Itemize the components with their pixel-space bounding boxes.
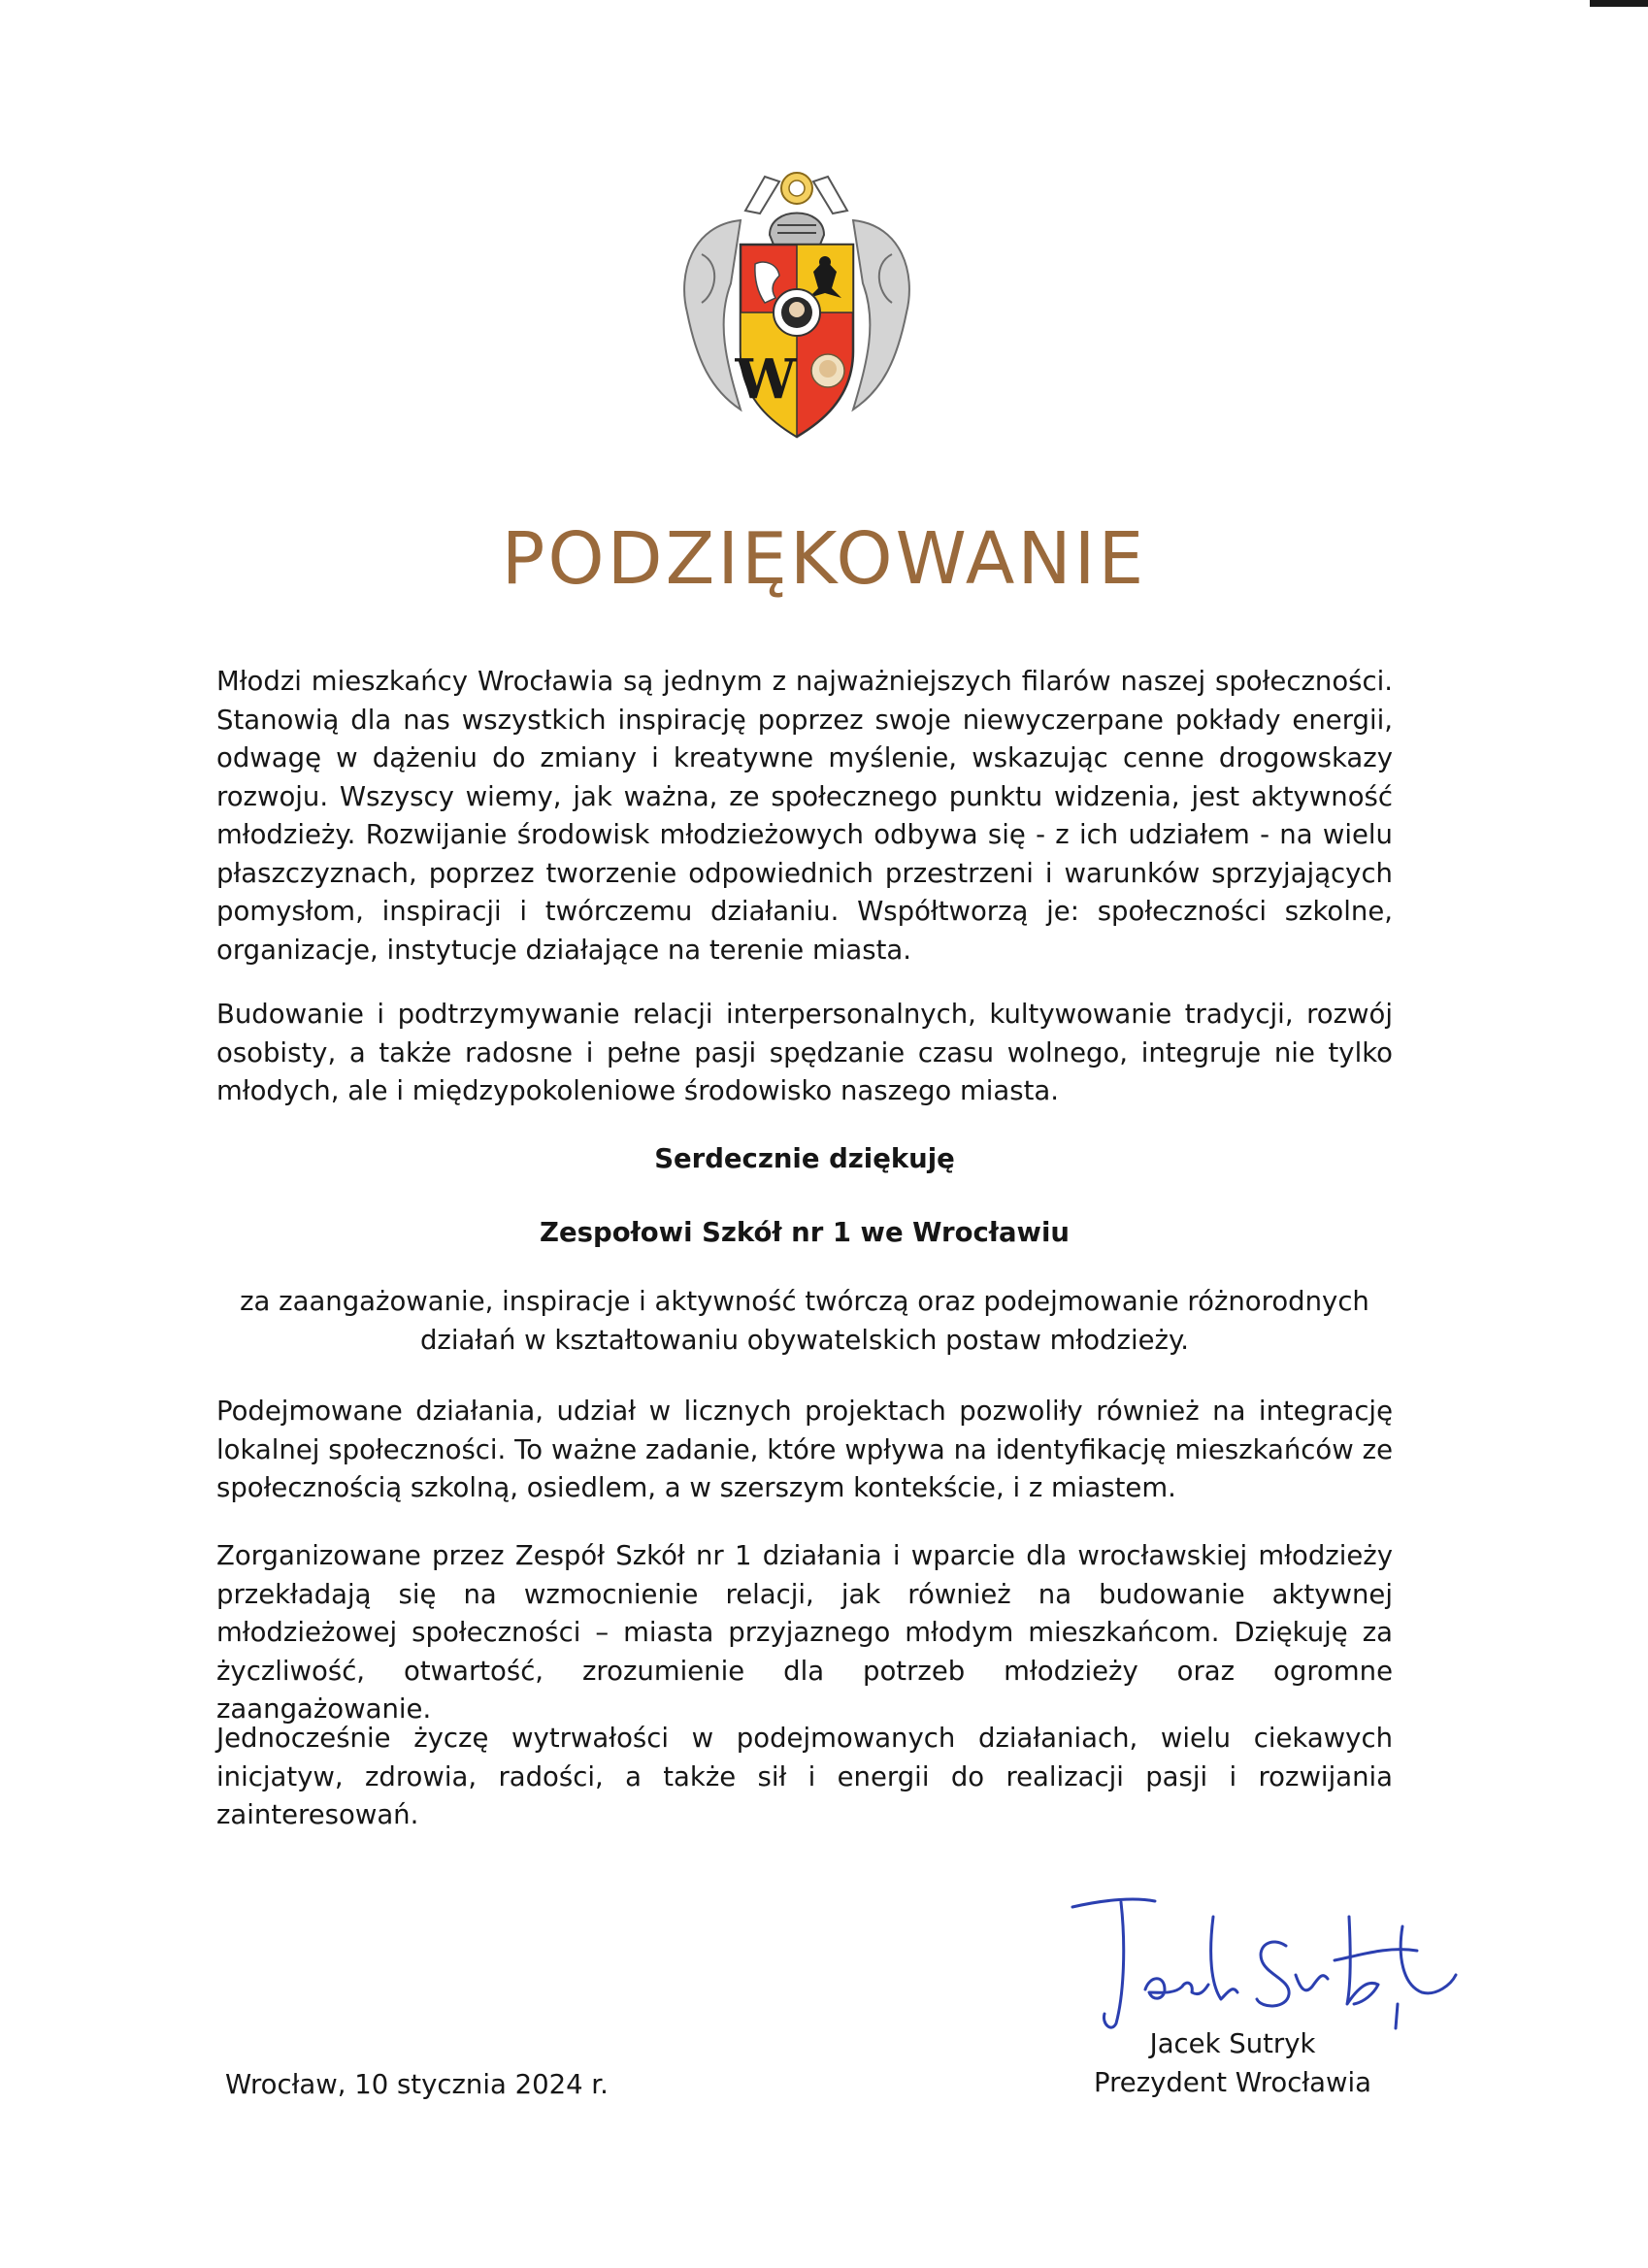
intro-paragraph: Młodzi mieszkańcy Wrocławia są jednym z najważniejszych filarów naszej społeczności. Stanowią dla nas wszystkich inspirację poprzez swoje niewyczerpane pokłady energii, odwagę w dążeniu do zmiany i kreatywne myślenie, wskazując cenne drogowskazy rozwoju. Wszyscy wiemy, jak ważna, ze społecznego punktu widzenia, jest aktywność młodzieży. Rozwijanie środowisk młodzieżowych odbywa się - z ich udziałem - na wielu płaszczyznach, poprzez tworzenie odpowiednich przestrzeni i warunków sprzyjających pomysłom, inspiracji i twórczemu działaniu. Współtworzą je: społeczności szkolne, organizacje, instytucje działające na terenie miasta.: [216, 666, 1393, 966]
wishes-paragraph: Jednocześnie życzę wytrwałości w podejmowanych działaniach, wielu ciekawych inicjatyw, zdrowia, radości, a także sił i energii do realizacji pasji i rozwijania zainteresowań.: [216, 1723, 1393, 1830]
page-title: PODZIĘKOWANIE: [501, 517, 1147, 601]
place-and-date: Wrocław, 10 stycznia 2024 r.: [225, 2069, 609, 2100]
scan-edge-mark: [1590, 0, 1648, 7]
signer-role: Prezydent Wrocławia: [1093, 2067, 1371, 2098]
signer-name: Jacek Sutryk: [1149, 2028, 1316, 2059]
organized-paragraph: Zorganizowane przez Zespół Szkół nr 1 działania i wparcie dla wrocławskiej młodzieży przekładają się na wzmocnienie relacji, jak również na budowanie aktywnej młodzieżowej społeczności – miasta przyjaznego młodym mieszkańcom. Dziękuję za życzliwość, otwartość, zrozumienie dla potrzeb młodzieży oraz ogromne zaangażowanie.: [216, 1540, 1393, 1725]
actions-paragraph: Podejmowane działania, udział w licznych projektach pozwoliły również na integrację lokalnej społeczności. To ważne zadanie, które wpływa na identyfikację mieszkańców ze społecznością szkolną, osiedlem, a w szerszym kontekście, i z miastem.: [216, 1396, 1393, 1503]
thanks-heading: Serdecznie dziękuję: [654, 1143, 955, 1174]
crest-letter: W: [735, 347, 797, 411]
recipient-name: Zespołowi Szkół nr 1 we Wrocławiu: [540, 1217, 1070, 1248]
reason-paragraph: za zaangażowanie, inspiracje i aktywność twórczą oraz podejmowanie różnorodnych działań w kształtowaniu obywatelskich postaw młodzieży.: [240, 1286, 1369, 1356]
relations-paragraph: Budowanie i podtrzymywanie relacji interpersonalnych, kultywowanie tradycji, rozwój osobisty, a także radosne i pełne pasji spędzanie czasu wolnego, integruje nie tylko młodych, ale i międzypokoleniowe środowisko naszego miasta.: [216, 999, 1393, 1106]
coat-of-arms-icon: [673, 167, 921, 439]
